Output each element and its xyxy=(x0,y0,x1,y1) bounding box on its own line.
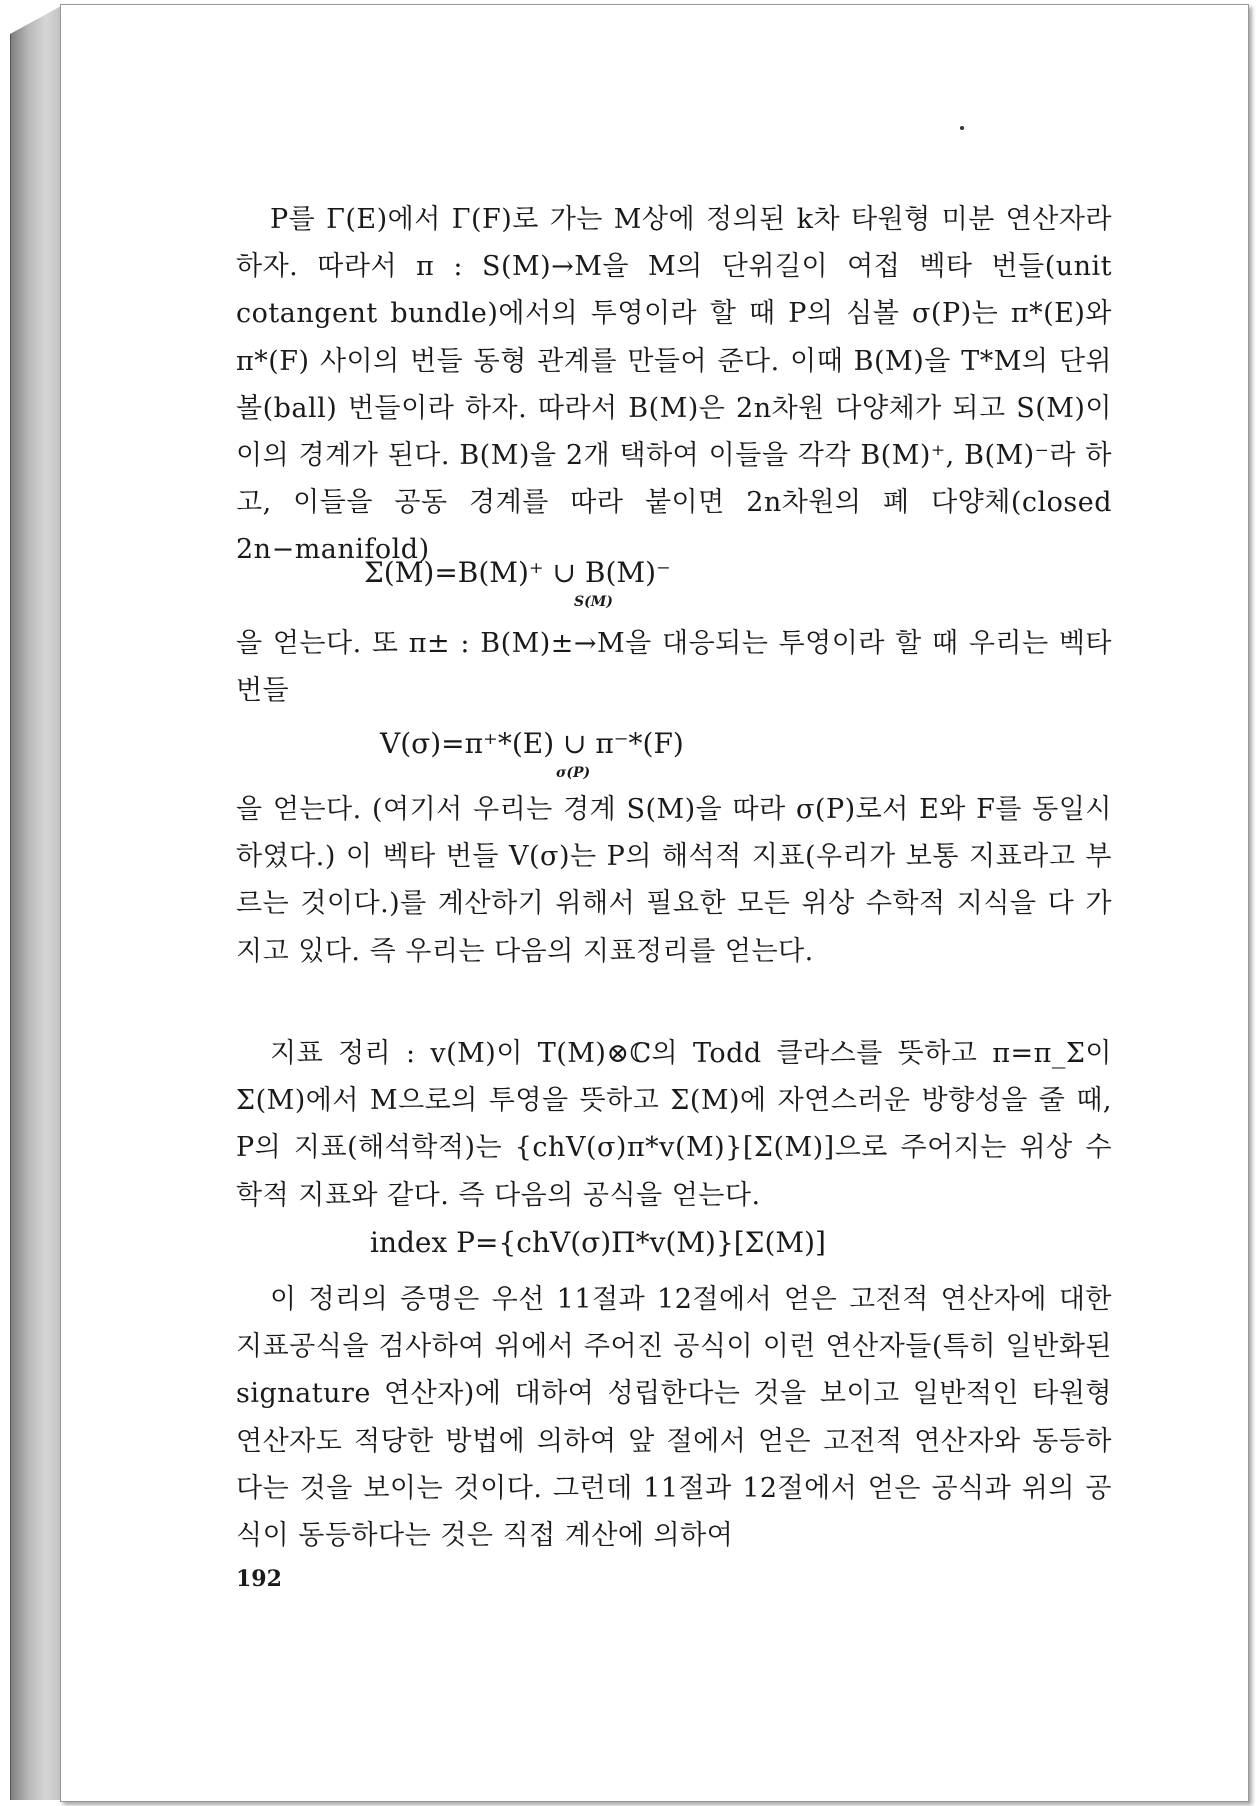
paragraph-2: 을 얻는다. 또 π± : B(M)±→M을 대응되는 투영이라 할 때 우리는 벡타 번들 xyxy=(236,628,1112,707)
formula-vector-bundle-sub: σ(P) xyxy=(556,765,591,781)
paragraph-1: P를 Γ(E)에서 Γ(F)로 가는 M상에 정의된 k차 타원형 미분 연산자라 하자. 따라서 π : S(M)→M을 M의 단위길이 여접 벡타 번들(unit cotangent bundle)에서의 투영이라 할 때 P의 심볼 σ(P)는 π*(E)와 π*(F) 사이의 번들 동형 관계를 만들어 준다. 이때 B(M)을 T*M의 단위 볼(ball) 번들이라 하자. 따라서 B(M)은 2n차원 다양체가 되고 S(M)이 이의 경계가 된다. B(M)을 2개 택하여 이들을 각각 B(M)⁺, B(M)⁻라 하고, 이들을 공동 경계를 따라 붙이면 2n차원의 폐 다양체(closed 2n−manifold) xyxy=(236,204,1112,566)
formula-vector-bundle-main: V(σ)=π⁺*(E) ∪ π⁻*(F) xyxy=(380,727,684,760)
formula-sigma-sub: S(M) xyxy=(574,594,613,610)
paragraph-3: 을 얻는다. (여기서 우리는 경계 S(M)을 따라 σ(P)로서 E와 F를 동일시하였다.) 이 벡타 번들 V(σ)는 P의 해석적 지표(우리가 보통 지표라고 부르는 것이다.)를 계산하기 위해서 필요한 모든 위상 수학적 지식을 다 가지고 있다. 즉 우리는 다음의 지표정리를 얻는다. xyxy=(236,794,1112,967)
speck xyxy=(960,126,964,130)
paragraph-proof: 이 정리의 증명은 우선 11절과 12절에서 얻은 고전적 연산자에 대한 지표공식을 검사하여 위에서 주어진 공식이 이런 연산자들(특히 일반화된 signature 연산자)에 대하여 성립한다는 것을 보이고 일반적인 타원형 연산자도 적당한 방법에 의하여 앞 절에서 얻은 고전적 연산자와 동등하다는 것을 보이는 것이다. 그런데 11절과 12절에서 얻은 공식과 위의 공식이 동등하다는 것은 직접 계산에 의하여 xyxy=(236,1284,1112,1552)
page-number: 192 xyxy=(236,1566,282,1592)
formula-vector-bundle xyxy=(380,727,684,781)
paragraph-index-theorem: 지표 정리 : v(M)이 T(M)⊗ℂ의 Todd 클라스를 뜻하고 π=π_Σ이 Σ(M)에서 M으로의 투영을 뜻하고 Σ(M)에 자연스러운 방향성을 줄 때, P의 지표(해석학적)는 {chV(σ)π*v(M)}[Σ(M)]으로 주어지는 위상 수학적 지표와 같다. 즉 다음의 공식을 얻는다. xyxy=(236,1038,1112,1211)
formula-sigma xyxy=(364,556,671,610)
formula-sigma-main: Σ(M)=B(M)⁺ ∪ B(M)⁻ xyxy=(364,556,671,589)
formula-index: index P={chV(σ)Π*v(M)}[Σ(M)] xyxy=(370,1226,826,1259)
book-edge xyxy=(10,6,61,1800)
